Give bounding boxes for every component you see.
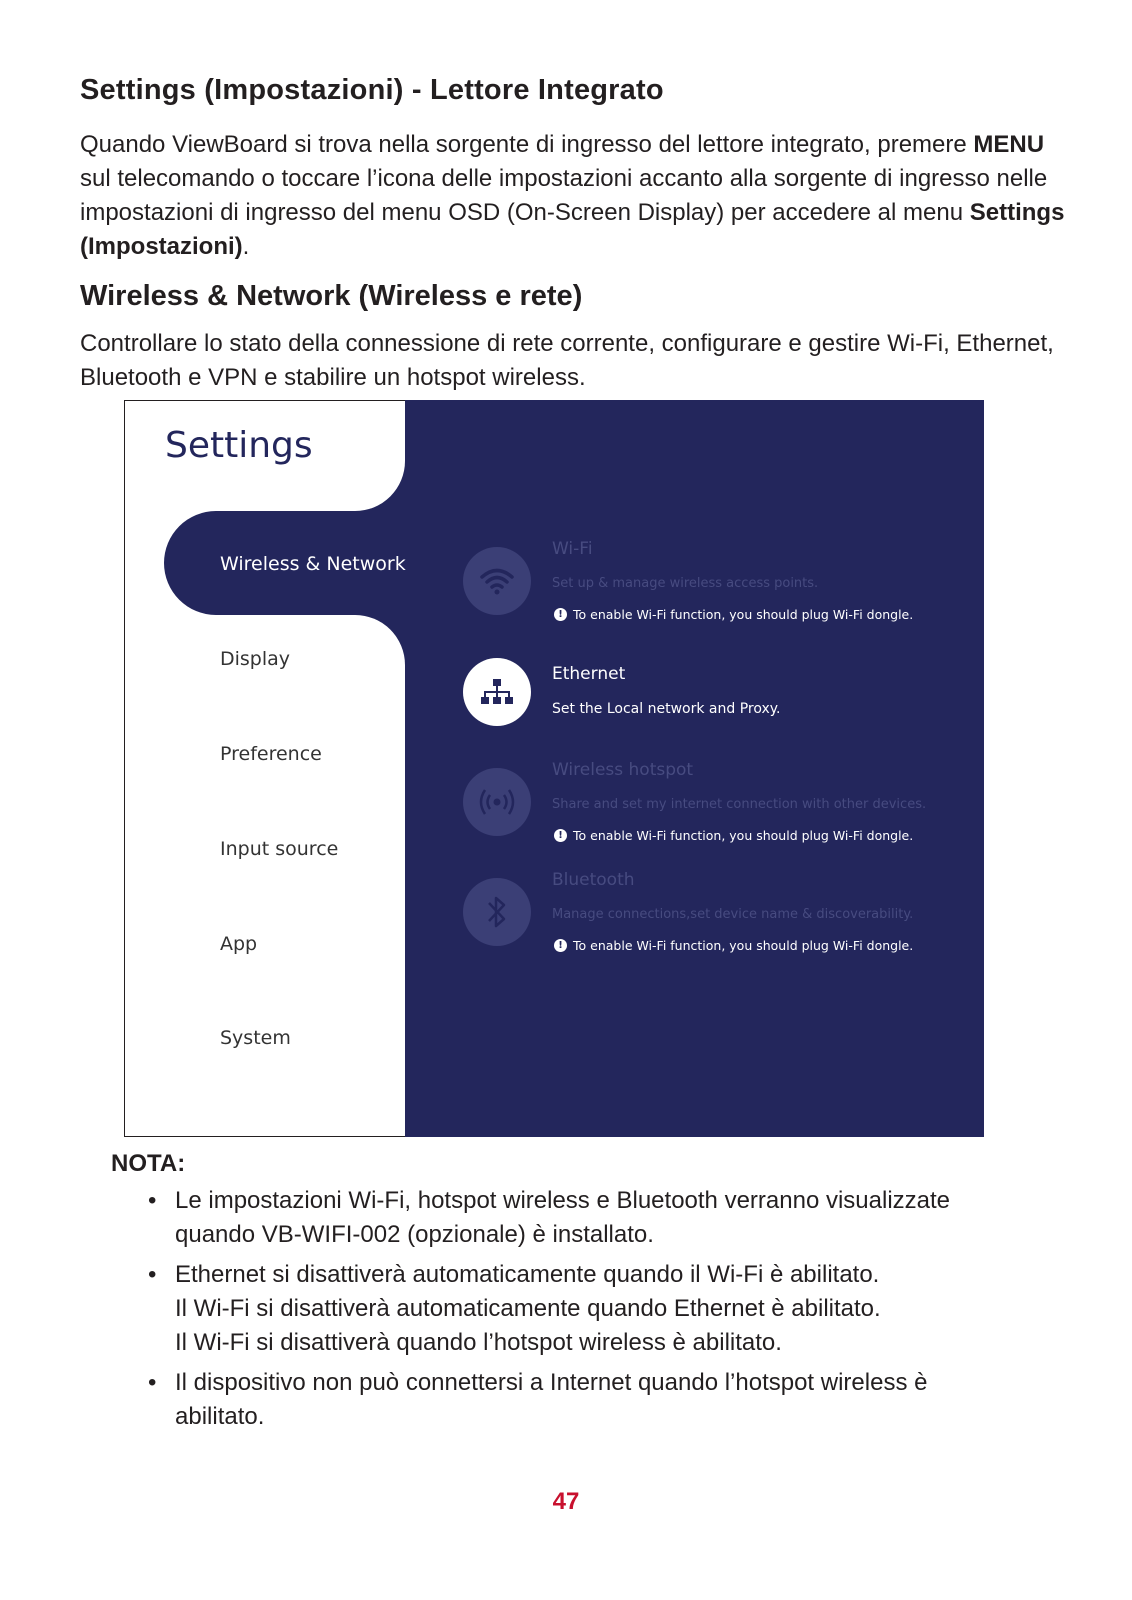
note-line: Il dispositivo non può connettersi a Internet quando l’hotspot wireless è	[175, 1369, 928, 1396]
note-item	[148, 1258, 1048, 1360]
wifi-subtitle: Set up & manage wireless access points.	[552, 576, 819, 591]
ethernet-icon	[479, 677, 515, 707]
wifi-option-button[interactable]	[463, 547, 531, 615]
nav-item-preference[interactable]: Preference	[220, 743, 322, 765]
intro-text-1: Quando ViewBoard si trova nella sorgente di ingresso del lettore integrato, premere	[80, 131, 974, 158]
hotspot-option-button[interactable]	[463, 768, 531, 836]
hotspot-subtitle: Share and set my internet connection with other devices.	[552, 797, 927, 812]
intro-menu-bold: MENU	[973, 131, 1045, 158]
bullet-icon: •	[148, 1261, 157, 1288]
info-icon: !	[554, 608, 567, 621]
note-item	[148, 1366, 1048, 1434]
page-number: 47	[552, 1488, 580, 1515]
wifi-title: Wi-Fi	[552, 539, 593, 559]
note-label: NOTA:	[111, 1150, 186, 1177]
note-line: Il Wi-Fi si disattiverà automaticamente quando Ethernet è abilitato.	[175, 1295, 881, 1322]
wifi-icon	[479, 566, 515, 596]
ethernet-title: Ethernet	[552, 664, 626, 684]
section-heading: Wireless & Network (Wireless e rete)	[80, 280, 583, 312]
note-line: Le impostazioni Wi-Fi, hotspot wireless e Bluetooth verranno visualizzate	[175, 1187, 951, 1214]
nav-item-wireless-network[interactable]: Wireless & Network	[220, 553, 406, 575]
bluetooth-option-button[interactable]	[463, 878, 531, 946]
ethernet-subtitle: Set the Local network and Proxy.	[552, 701, 781, 717]
nav-item-display[interactable]: Display	[220, 648, 291, 670]
section-paragraph: Controllare lo stato della connessione di rete corrente, configurare e gestire Wi-Fi, Ethernet, Bluetooth e VPN e stabilire un hotspot wireless.	[80, 330, 1054, 391]
info-icon: !	[554, 939, 567, 952]
note-line: quando VB-WIFI-002 (opzionale) è installato.	[175, 1221, 654, 1248]
settings-title: Settings	[165, 425, 313, 466]
nav-item-system[interactable]: System	[220, 1027, 291, 1049]
bluetooth-note	[554, 938, 913, 953]
wifi-note	[554, 607, 913, 622]
intro-text-3: .	[242, 233, 250, 260]
info-icon: !	[554, 829, 567, 842]
bullet-icon: •	[148, 1369, 157, 1396]
page-heading: Settings (Impostazioni) - Lettore Integrato	[80, 74, 664, 106]
intro-text-2: sul telecomando o toccare l’icona delle impostazioni accanto alla sorgente di ingresso nelle impostazioni di ingresso del menu OSD (On-Screen Display) per accedere al menu	[80, 165, 1048, 226]
hotspot-title: Wireless hotspot	[552, 760, 694, 780]
intro-paragraph	[80, 128, 1070, 264]
note-line: Il Wi-Fi si disattiverà quando l’hotspot wireless è abilitato.	[175, 1329, 782, 1356]
ethernet-option-button[interactable]	[463, 658, 531, 726]
bluetooth-icon	[482, 893, 512, 931]
note-line: Ethernet si disattiverà automaticamente quando il Wi-Fi è abilitato.	[175, 1261, 880, 1288]
wifi-note-text: To enable Wi-Fi function, you should plug Wi-Fi dongle.	[573, 607, 914, 622]
note-list	[148, 1184, 1048, 1440]
bluetooth-title: Bluetooth	[552, 870, 635, 890]
settings-screenshot	[124, 400, 984, 1137]
hotspot-note	[554, 828, 913, 843]
hotspot-note-text: To enable Wi-Fi function, you should plug Wi-Fi dongle.	[573, 828, 914, 843]
note-item	[148, 1184, 1048, 1252]
intro-settings-bold: Settings (Impostazioni)	[80, 199, 1065, 260]
bluetooth-note-text: To enable Wi-Fi function, you should plug Wi-Fi dongle.	[573, 938, 914, 953]
nav-item-app[interactable]: App	[220, 933, 258, 955]
hotspot-icon	[477, 786, 517, 818]
nav-item-input-source[interactable]: Input source	[220, 838, 339, 860]
note-line: abilitato.	[175, 1403, 265, 1430]
bluetooth-subtitle: Manage connections,set device name & discoverability.	[552, 907, 914, 922]
bullet-icon: •	[148, 1187, 157, 1214]
